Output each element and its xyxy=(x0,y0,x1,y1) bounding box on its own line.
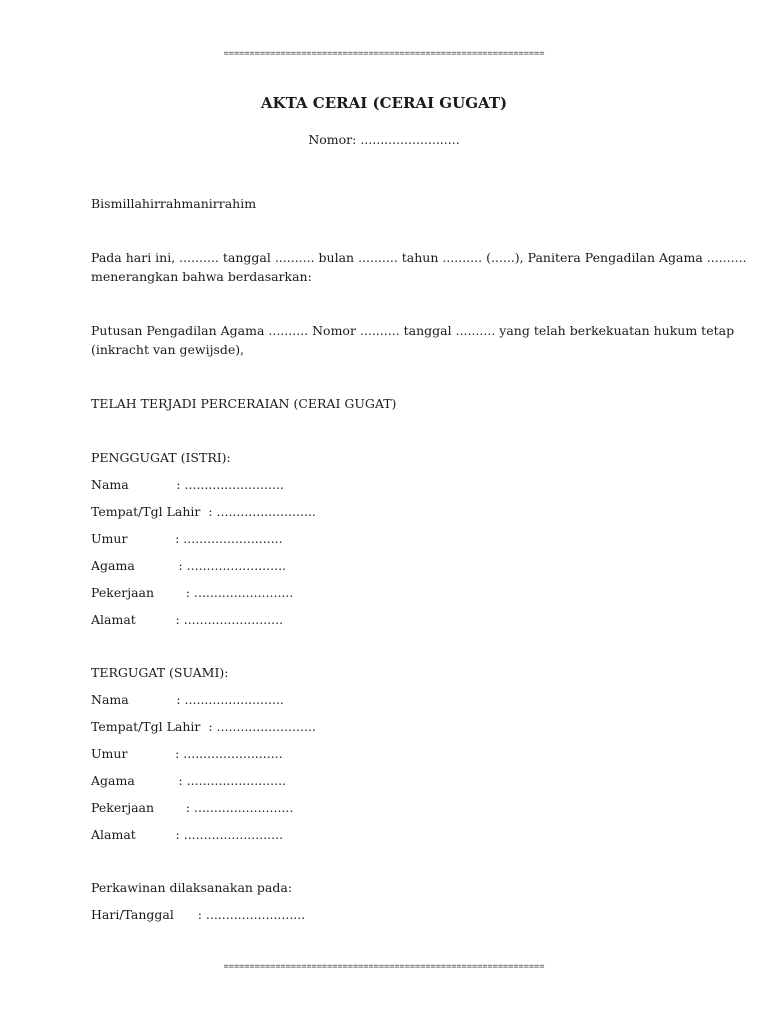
divorce-statement: TELAH TERJADI PERCERAIAN (CERAI GUGAT) xyxy=(91,396,397,411)
bottom-divider: ============================================================== xyxy=(223,962,545,972)
plaintiff-religion-field: Agama : ......................... xyxy=(91,558,287,573)
defendant-occupation-field: Pekerjaan : ......................... xyxy=(91,800,294,815)
opening-paragraph-line-1: Pada hari ini, .......... tanggal .......... bulan .......... tahun .......... (......), Panitera Pengadilan Agama .......... xyxy=(91,250,747,265)
plaintiff-heading: PENGGUGAT (ISTRI): xyxy=(91,450,231,465)
ruling-paragraph-line-2: (inkracht van gewijsde), xyxy=(91,342,245,357)
top-divider: ============================================================== xyxy=(223,49,545,59)
defendant-name-field: Nama : ......................... xyxy=(91,692,284,707)
bismillah-line: Bismillahirrahmanirrahim xyxy=(91,196,257,211)
ruling-paragraph-line-1: Putusan Pengadilan Agama .......... Nomor .......... tanggal .......... yang telah berkekuatan hukum tetap xyxy=(91,323,735,338)
plaintiff-occupation-field: Pekerjaan : ......................... xyxy=(91,585,294,600)
document-title: AKTA CERAI (CERAI GUGAT) xyxy=(260,94,508,112)
plaintiff-name-field: Nama : ......................... xyxy=(91,477,284,492)
defendant-address-field: Alamat : ......................... xyxy=(91,827,284,842)
plaintiff-age-field: Umur : ......................... xyxy=(91,531,283,546)
marriage-heading: Perkawinan dilaksanakan pada: xyxy=(91,880,293,895)
opening-paragraph-line-2: menerangkan bahwa berdasarkan: xyxy=(91,269,312,284)
defendant-birth-field: Tempat/Tgl Lahir : ......................... xyxy=(91,719,316,734)
defendant-age-field: Umur : ......................... xyxy=(91,746,283,761)
defendant-religion-field: Agama : ......................... xyxy=(91,773,287,788)
plaintiff-birth-field: Tempat/Tgl Lahir : ......................... xyxy=(91,504,316,519)
document-number: Nomor: ......................... xyxy=(308,132,460,147)
plaintiff-address-field: Alamat : ......................... xyxy=(91,612,284,627)
defendant-heading: TERGUGAT (SUAMI): xyxy=(91,665,229,680)
marriage-date-field: Hari/Tanggal : ......................... xyxy=(91,907,306,922)
